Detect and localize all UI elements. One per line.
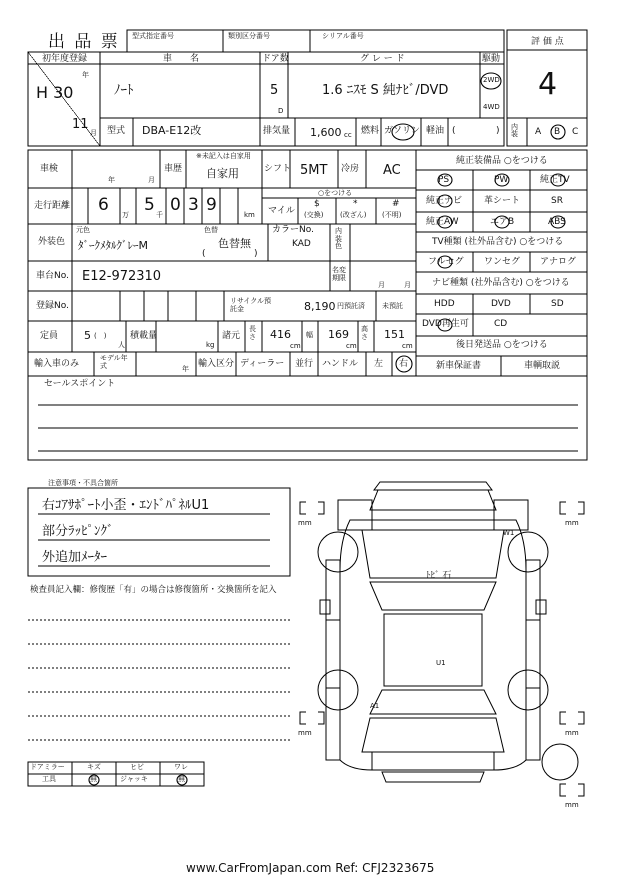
displacement-value: 1,600: [310, 126, 342, 139]
year-unit: 年: [82, 71, 89, 79]
first-reg-month: 11: [72, 117, 89, 132]
fuel-label: 燃料: [361, 126, 380, 136]
navi-title: ナビ種類 (社外品含む) ○をつける: [432, 278, 570, 288]
mileage-sen: 千: [156, 211, 163, 219]
exterior-label: 外装色: [38, 237, 66, 247]
model-label: 型式: [107, 126, 126, 136]
fuel-diesel: 軽油: [426, 126, 445, 136]
load-label: 積載量: [130, 331, 158, 341]
length-value: 416: [270, 328, 291, 341]
dimensions-label: 諸元: [222, 331, 241, 341]
load-unit: kg: [206, 341, 215, 349]
original-color: ﾀﾞｰｸﾒﾀﾙｸﾞﾚｰM: [78, 239, 148, 252]
damage-u1: U1: [436, 659, 446, 667]
recycle-value: 8,190: [304, 300, 336, 313]
equip-airbag: エアB: [490, 217, 515, 227]
model-code: DBA-E12改: [142, 124, 202, 137]
month-unit: 月: [90, 129, 97, 137]
color-no: KAD: [292, 239, 311, 249]
capacity-label: 定員: [40, 331, 59, 341]
navi-hdd: HDD: [434, 299, 455, 309]
paren-open: (: [452, 126, 456, 136]
navi-cd: CD: [494, 319, 508, 329]
equip-leather: 革シート: [484, 196, 521, 206]
recycle-unpaid: 未預託: [382, 302, 403, 310]
first-reg-label: 初年度登録: [42, 54, 88, 64]
reg-label: 登録No.: [36, 301, 69, 311]
interior-color-label: 内装色: [335, 227, 342, 251]
handle-left: 左: [374, 359, 384, 369]
capacity-unit: 人: [118, 341, 125, 349]
score-value: 4: [538, 67, 558, 102]
width-unit: cm: [346, 342, 357, 350]
car-name-label: 車 名: [163, 54, 200, 64]
equip-tv: 純正TV: [540, 175, 570, 185]
mileage-check-note: ○をつける: [318, 189, 353, 197]
mileage-km: km: [244, 211, 255, 219]
paint-paren-close: ): [254, 249, 258, 259]
vehicle-diagram: [318, 482, 578, 782]
height-unit: cm: [402, 342, 413, 350]
ac-label: 冷房: [341, 164, 360, 174]
capacity-value: 5: [84, 329, 91, 342]
width-value: 169: [328, 328, 349, 341]
recycle-label: リサイクル預託金: [230, 297, 272, 314]
door-suffix: D: [278, 107, 284, 115]
legend-scratch: キズ: [87, 763, 101, 771]
name-change-day: 月: [404, 281, 411, 289]
later-manual: 車輌取説: [524, 361, 561, 371]
tv-analog: アナログ: [540, 257, 577, 267]
equip-aw: 純正AW: [426, 217, 459, 227]
tv-fullseg: フルセグ: [428, 257, 464, 267]
equip-navi: 純正ナビ: [426, 196, 463, 206]
equip-ps: PS: [438, 175, 450, 185]
recycle-unit: 円預託済: [337, 302, 365, 310]
chassis-label: 車台No.: [36, 271, 69, 281]
history-label: 車歴: [164, 164, 183, 174]
sales-point-label: セールスポイント: [44, 379, 116, 389]
legend-jack-mark: 無: [178, 775, 185, 783]
mm-rear-left: mm: [298, 729, 312, 737]
mm-spare: mm: [565, 801, 579, 809]
height-value: 151: [384, 328, 405, 341]
inspection-year-unit: 年: [108, 176, 115, 184]
length-unit: cm: [290, 342, 301, 350]
mileage-digit-1: 6: [98, 195, 109, 215]
capacity-paren: ( ): [94, 332, 107, 340]
mm-front-left: mm: [298, 519, 312, 527]
navi-dvd: DVD: [491, 299, 511, 309]
paren-close: ): [496, 126, 500, 136]
note-line-2: 部分ﾗｯﾋﾟﾝｸﾞ: [42, 524, 114, 539]
name-change-month: 月: [378, 281, 385, 289]
ac-value: AC: [383, 163, 401, 178]
navi-dvd-playable: DVD再生可: [422, 319, 469, 329]
interior-c: C: [572, 127, 579, 137]
legend-jack-label: ジャッキ: [120, 775, 148, 783]
interior-label: 内装: [511, 123, 518, 138]
hash-mark: #: [392, 199, 400, 209]
legend-tools-label: 工具: [42, 775, 56, 783]
damage-tobi: ﾄﾋﾞ 石: [426, 571, 452, 581]
equip-sr: SR: [551, 196, 563, 206]
tv-title: TV種類 (社外品含む) ○をつける: [432, 237, 564, 247]
notes-title: 注意事項・不具合箇所: [48, 479, 118, 487]
legend-break: ワレ: [174, 763, 188, 771]
import-label: 輸入車のみ: [34, 359, 80, 369]
import-dealer: ディーラー: [240, 359, 285, 369]
handle-right: 右: [399, 359, 409, 369]
mileage-digit-5: 9: [206, 195, 217, 215]
mm-rear-right: mm: [565, 729, 579, 737]
drive-label: 駆動: [482, 54, 501, 64]
note-line-3: 外追加ﾒｰﾀｰ: [42, 550, 108, 565]
tv-oneseg: ワンセグ: [484, 257, 521, 267]
paint-value: 色替無: [218, 237, 251, 250]
category-label: 類別区分番号: [228, 32, 270, 40]
history-value: 自家用: [206, 167, 239, 180]
form-title: 出 品 票: [48, 32, 120, 52]
import-type-label: 輸入区分: [198, 359, 235, 369]
chassis-value: E12-972310: [82, 269, 162, 284]
car-name: ﾉｰﾄ: [114, 83, 134, 98]
mm-front-right: mm: [565, 519, 579, 527]
grade-label: グ レ ー ド: [360, 54, 405, 64]
name-change-label: 名変期限: [332, 266, 346, 283]
equip-pw: PW: [494, 175, 509, 185]
door-label: ドア数: [262, 54, 289, 64]
later-title: 後日発送品 ○をつける: [456, 340, 548, 350]
drive-2wd: 2WD: [483, 76, 500, 84]
length-label: 長さ: [249, 325, 256, 341]
type-no-label: 型式指定番号: [132, 32, 174, 40]
damage-a1: A1: [370, 702, 380, 710]
interior-a: A: [535, 127, 542, 137]
original-color-label: 元色: [76, 226, 90, 234]
legend-tools-mark: 無: [90, 775, 97, 783]
inspection-month-unit: 月: [148, 176, 155, 184]
inspector-label: 検査員記入欄：修復歴「有」の場合は修復箇所・交換箇所を記入: [30, 585, 277, 595]
serial-label: シリアル番号: [322, 32, 364, 40]
navi-sd: SD: [551, 299, 564, 309]
footer-ref: www.CarFromJapan.com Ref: CFJ2323675: [186, 861, 435, 875]
paint-paren-open: (: [202, 249, 206, 259]
fuel-gasoline: ガソリン: [384, 126, 421, 136]
first-reg-era: H 30: [36, 83, 74, 102]
door-count: 5: [270, 83, 279, 98]
shift-value: 5MT: [300, 163, 328, 178]
equip-abs: ABS: [548, 217, 566, 227]
damage-w1: W1: [503, 529, 515, 537]
hash-sub: (不明): [382, 211, 402, 219]
mileage-digit-3: 0: [170, 195, 181, 215]
model-year-label: モデル年式: [100, 354, 128, 371]
width-label: 幅: [306, 331, 313, 339]
asterisk-mark: *: [353, 199, 358, 209]
displacement-label: 排気量: [263, 126, 291, 136]
asterisk-sub: (改ざん): [340, 211, 367, 219]
model-year-unit: 年: [182, 365, 189, 373]
score-label: 評 価 点: [531, 37, 564, 47]
dollar-mark: $: [314, 199, 320, 209]
legend-crack: ヒビ: [130, 763, 144, 771]
color-no-label: カラーNo.: [272, 225, 314, 235]
import-parallel: 並行: [295, 359, 314, 369]
legend-door-mirror: ドアミラー: [30, 763, 65, 771]
shift-label: シフト: [264, 164, 292, 174]
later-warranty: 新車保証書: [436, 361, 482, 371]
interior-b: B: [554, 127, 561, 137]
drive-4wd: 4WD: [483, 103, 500, 111]
mileage-digit-2: 5: [144, 195, 155, 215]
inspection-label: 車検: [40, 164, 59, 174]
mileage-man: 万: [122, 211, 129, 219]
grade-value: 1.6 ﾆｽﾓ S 純ﾅﾋﾞ/DVD: [322, 83, 449, 98]
displacement-unit: cc: [344, 131, 352, 139]
dollar-sub: (交換): [304, 211, 324, 219]
mileage-digit-4: 3: [188, 195, 199, 215]
equipment-title: 純正装備品 ○をつける: [456, 156, 548, 166]
handle-label: ハンドル: [322, 359, 359, 369]
note-line-1: 右ｺｱｻﾎﾟｰﾄ小歪・ｴﾝﾄﾞﾊﾟﾈﾙU1: [42, 498, 210, 513]
mile-label: マイル: [268, 206, 295, 216]
history-note: ※未記入は自家用: [196, 152, 251, 160]
paint-label: 色替: [204, 226, 218, 234]
mileage-label: 走行距離: [34, 201, 71, 211]
height-label: 高さ: [361, 325, 368, 341]
